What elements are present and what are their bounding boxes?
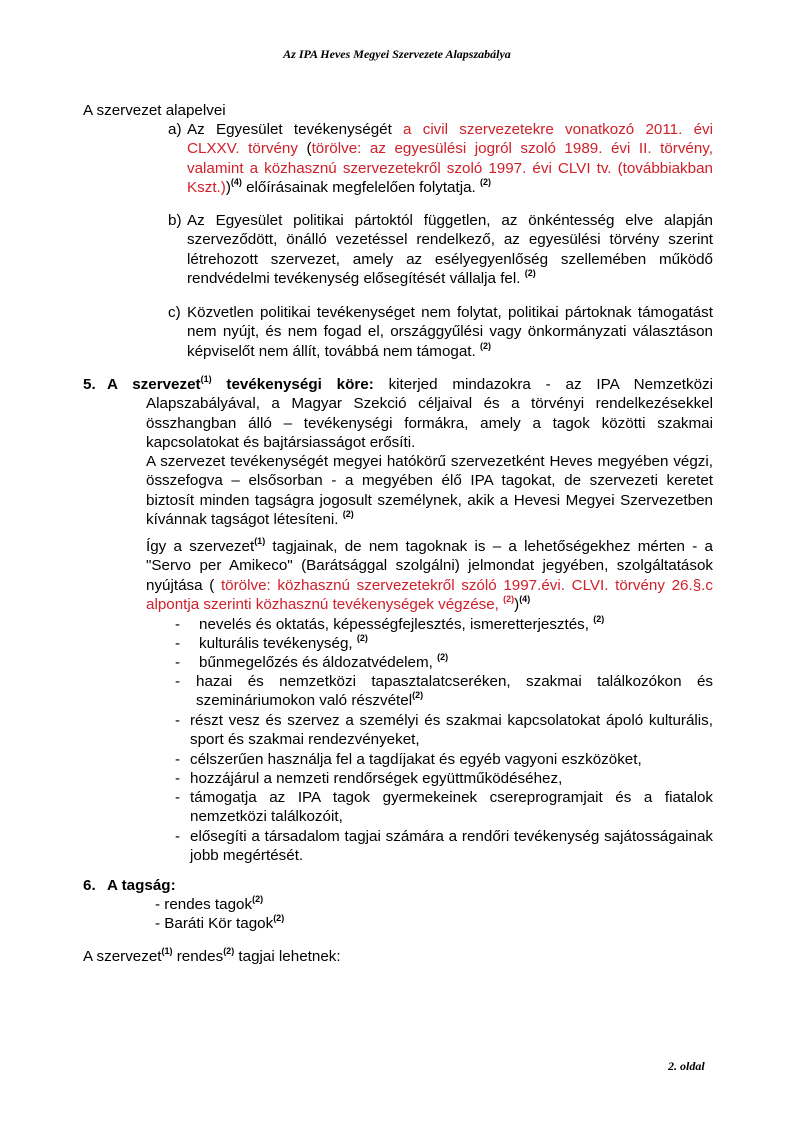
membership-item-text: - rendes tagok	[155, 896, 253, 913]
membership-item	[155, 895, 263, 914]
list-item	[190, 827, 713, 866]
item-a-label: a)	[168, 121, 182, 138]
footnote-ref: (2)	[479, 340, 491, 351]
list-item	[196, 672, 713, 711]
section-5-intro	[107, 373, 714, 452]
list-item-text: célszerűen használja fel a tagdíjakat és egyéb vagyoni eszközöket,	[190, 751, 642, 768]
section-5-title-a: A szervezet	[107, 376, 201, 393]
section-6-title: A tagság:	[107, 877, 176, 894]
principle-c	[187, 303, 713, 361]
footnote-ref: (2)	[479, 176, 491, 187]
list-item	[199, 634, 713, 653]
list-item-text: kulturális tevékenység,	[199, 635, 357, 652]
footnote-ref: (1)	[200, 373, 212, 384]
section-5-title-b: tevékenységi köre:	[211, 376, 374, 393]
page-header: Az IPA Heves Megyei Szervezete Alapszabálya	[283, 47, 511, 61]
section-5-p2-text: A szervezet tevékenységét megyei hatókörű szervezetként Heves megyében végzi, összefogva – elsősorban - a megyében élő IPA tagokat, de szervezeti keretet biztosít minden tagságra jogosult személynek, akik a Hevesi Megyei Szervezetben kívánnak tagságot létesíteni.	[146, 453, 713, 528]
list-item	[190, 769, 713, 788]
footnote-ref: (2)	[342, 508, 354, 519]
principle-a-tail: előírásainak megfelelően folytatja.	[241, 178, 480, 196]
footnote-ref: (4)	[230, 176, 242, 187]
list-item	[190, 711, 713, 750]
paren-open: (	[297, 140, 312, 158]
footnote-ref: (1)	[254, 535, 266, 546]
list-dash: -	[175, 673, 181, 690]
list-dash: -	[175, 635, 181, 652]
list-item-text: nevelés és oktatás, képességfejlesztés, ismeretterjesztés,	[199, 616, 594, 633]
list-dash: -	[175, 751, 181, 768]
closing-c: tagjai lehetnek:	[234, 948, 341, 965]
list-dash: -	[175, 789, 181, 806]
footnote-ref: (2)	[356, 632, 368, 643]
section-5-p2	[146, 452, 713, 529]
principles-heading: A szervezet alapelvei	[83, 102, 226, 119]
closing-a: A szervezet	[83, 948, 162, 965]
list-item	[190, 750, 713, 769]
list-dash: -	[175, 828, 181, 845]
section-5-title	[107, 373, 374, 393]
list-item	[199, 615, 713, 634]
amendment-deleted: törölve: az egyesülési jogról szoló 1989. évi II. törvény, valamint a közhasznú szervezetekről szoló 1997. évi CLVI tv. (továbbiakban Kszt.)	[187, 140, 713, 196]
list-item-text: elősegíti a társadalom tagjai számára a rendőri tevékenység sajátosságainak jobb megértését.	[190, 828, 713, 865]
membership-item	[155, 914, 284, 933]
list-item	[199, 653, 713, 672]
footnote-ref: (2)	[524, 267, 536, 278]
closing-line	[83, 947, 341, 966]
amendment-new-law: a civil szervezetekre vonatkozó 2011. évi CLXXV. törvény	[187, 121, 713, 158]
footnote-ref: (2)	[273, 912, 285, 923]
footnote-ref: (2)	[503, 593, 515, 604]
footnote-ref: (2)	[412, 690, 424, 701]
principle-b-text: Az Egyesület politikai pártoktól független, az önkéntesség elve alapján szerveződött, önálló vezetéssel rendelkező, az egyesülési törvény szerint létrehozott szervezet, amely az esélyegyenlőség szellemében működő rendvédelmi tevékenység elősegítését vállalja fel.	[187, 212, 713, 287]
paren-close: )	[225, 178, 231, 196]
item-c-label: c)	[168, 304, 181, 321]
footnote-ref: (2)	[223, 945, 235, 956]
section-5-p3-b: tagjainak, de nem tagoknak is – a lehetőségekhez mérten - a "Servo per Amikeco" (Barátsággal szolgálni) jelmondat jegyében, szolgáltatások nyújtása (	[146, 538, 713, 594]
amendment-deleted: törölve: közhasznú szervezetekről szóló 1997.évi. CLVI. törvény 26.§.c alpontja szerinti közhasznú tevékenységek végzése,	[146, 576, 713, 613]
principle-c-text: Közvetlen politikai tevékenységet nem folytat, politikai pártoknak támogatást nem nyújt, és nem fogad el, országgyűlési vagy önkormányzati választáson képviselőt nem állít, továbbá nem támogat.	[187, 304, 713, 360]
section-5-p3-a: Így a szervezet	[146, 538, 255, 555]
list-dash: -	[175, 654, 181, 671]
footnote-ref: (4)	[519, 593, 531, 604]
footnote-ref: (1)	[161, 945, 173, 956]
footnote-ref: (2)	[437, 651, 449, 662]
list-dash: -	[175, 616, 181, 633]
closing-b: rendes	[172, 948, 224, 965]
list-item-text: bűnmegelőzés és áldozatvédelem,	[199, 654, 438, 671]
list-dash: -	[175, 770, 181, 787]
paren-close: )	[514, 595, 520, 613]
item-b-label: b)	[168, 212, 182, 229]
principle-b	[187, 211, 713, 288]
section-5-p1: kiterjed mindazokra - az IPA Nemzetközi Alapszabályával, a Magyar Szekció céljaival és a törvényi rendelkezésekkel összhangban álló – tevékenységi formákra, amely a tagok közötti szakmai kapcsolatokat és bajtársiasságot erősíti.	[146, 376, 714, 451]
list-item	[190, 788, 713, 827]
principle-a-text: Az Egyesület tevékenységét	[187, 121, 404, 138]
list-item-text: részt vesz és szervez a személyi és szakmai kapcsolatokat ápoló kulturális, sport és szakmai rendezvényeket,	[190, 712, 713, 749]
footnote-ref: (2)	[252, 893, 264, 904]
section-6-number: 6.	[83, 877, 96, 894]
page-number: 2. oldal	[668, 1059, 705, 1073]
list-item-text: hozzájárul a nemzeti rendőrségek együttműködéséhez,	[190, 770, 563, 787]
membership-item-text: - Baráti Kör tagok	[155, 915, 274, 932]
section-5-number: 5.	[83, 376, 96, 393]
list-item-text: támogatja az IPA tagok gyermekeinek csereprogramjait és a fiatalok nemzetközi találkozóit,	[190, 789, 713, 826]
list-item-text: hazai és nemzetközi tapasztalatcseréken, szakmai találkozókon és szemináriumokon való részvétel	[196, 673, 713, 710]
section-5-p3	[146, 537, 713, 614]
principle-a	[187, 120, 713, 197]
footnote-ref: (2)	[593, 613, 605, 624]
list-dash: -	[175, 712, 181, 729]
